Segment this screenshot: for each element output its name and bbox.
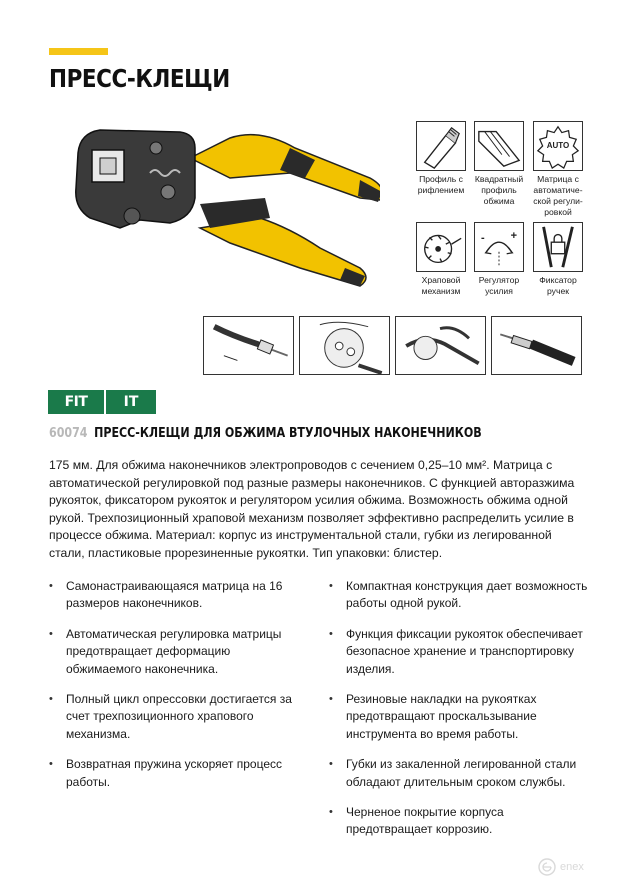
feature-ratchet xyxy=(412,222,470,297)
usage-photo-2 xyxy=(299,316,390,375)
handle-lock-icon xyxy=(533,222,583,272)
auto-badge: AUTO xyxy=(546,141,570,150)
feature-ribbed-profile xyxy=(412,121,470,196)
feature-force-regulator xyxy=(470,222,528,297)
crimping-pliers-image xyxy=(60,118,380,298)
usage-photo-3 xyxy=(395,316,486,375)
list-item: • Функция фиксации рукояток обеспечивает безопасное хранение и транспортировку изделия. xyxy=(329,626,589,678)
usage-photo-4 xyxy=(491,316,582,375)
feature-label: Профиль с рифлением xyxy=(417,174,465,195)
feature-square-profile xyxy=(470,121,528,207)
feature-label: Фиксатор ручек xyxy=(539,275,577,296)
bullet-list-left xyxy=(49,578,309,791)
enex-logo-icon xyxy=(538,858,556,876)
feature-handle-lock xyxy=(528,222,588,297)
list-item: • Автоматическая регулировка матрицы предотвращает деформацию обжимаемого наконечника. xyxy=(49,626,309,678)
auto-gear-icon xyxy=(533,121,583,171)
feature-label: Храповой механизм xyxy=(421,275,461,296)
list-item: • Компактная конструкция дает возможность работы одной рукой. xyxy=(329,578,589,613)
list-item: • Резиновые накладки на рукоятках предотвращают проскальзывание инструмента во время работы. xyxy=(329,691,589,743)
feature-label: Матрица с автоматиче-ской регули-ровкой xyxy=(533,174,583,217)
fit-logo: FIT xyxy=(48,390,104,414)
ribbed-profile-icon xyxy=(416,121,466,171)
usage-photo-1 xyxy=(203,316,294,375)
square-profile-icon xyxy=(474,121,524,171)
list-item: • Полный цикл опрессовки достигается за счет трехпозиционного храпового механизма. xyxy=(49,691,309,743)
feature-label: Регулятор усилия xyxy=(478,275,520,296)
page-title: ПРЕСС-КЛЕЩИ xyxy=(49,64,230,93)
brand-logos xyxy=(48,390,156,414)
product-heading xyxy=(49,425,482,441)
force-regulator-icon xyxy=(474,222,524,272)
feature-auto-matrix xyxy=(528,121,588,218)
it-logo: IT xyxy=(106,390,156,414)
ratchet-icon xyxy=(416,222,466,272)
list-item: • Черненое покрытие корпуса предотвращает коррозию. xyxy=(329,804,589,839)
list-item: • Губки из закаленной легированной стали обладают длительным сроком службы. xyxy=(329,756,589,791)
plus-label: + xyxy=(510,230,517,242)
feature-label: Квадратный профиль обжима xyxy=(474,174,524,206)
product-code: 60074 xyxy=(49,425,88,441)
watermark-text: enex xyxy=(560,861,584,873)
accent-bar xyxy=(49,48,108,55)
list-item: • Возвратная пружина ускоряет процесс работы. xyxy=(49,756,309,791)
minus-label: - xyxy=(481,232,485,244)
product-description: 175 мм. Для обжима наконечников электропроводов с сечением 0,25–10 мм². Матрица с автоматической регулировкой под разные размеры наконечников. С функцией авторазжима рукояток, фиксатором рукояток и регулятором усилия обжима. Возможность обжима одной рукой. Трехпозиционный храповой механизм позволяет эффективно распределить усилие в процессе обжима. Материал: корпус из инструментальной стали, губки из легированной стали, пластиковые прорезиненные рукоятки. Тип упаковки: блистер. xyxy=(49,458,575,560)
list-item: • Самонастраивающаяся матрица на 16 размеров наконечников. xyxy=(49,578,309,613)
watermark xyxy=(538,858,584,876)
bullet-list-right xyxy=(329,578,589,839)
product-name: ПРЕСС-КЛЕЩИ ДЛЯ ОБЖИМА ВТУЛОЧНЫХ НАКОНЕЧНИКОВ xyxy=(94,425,482,441)
